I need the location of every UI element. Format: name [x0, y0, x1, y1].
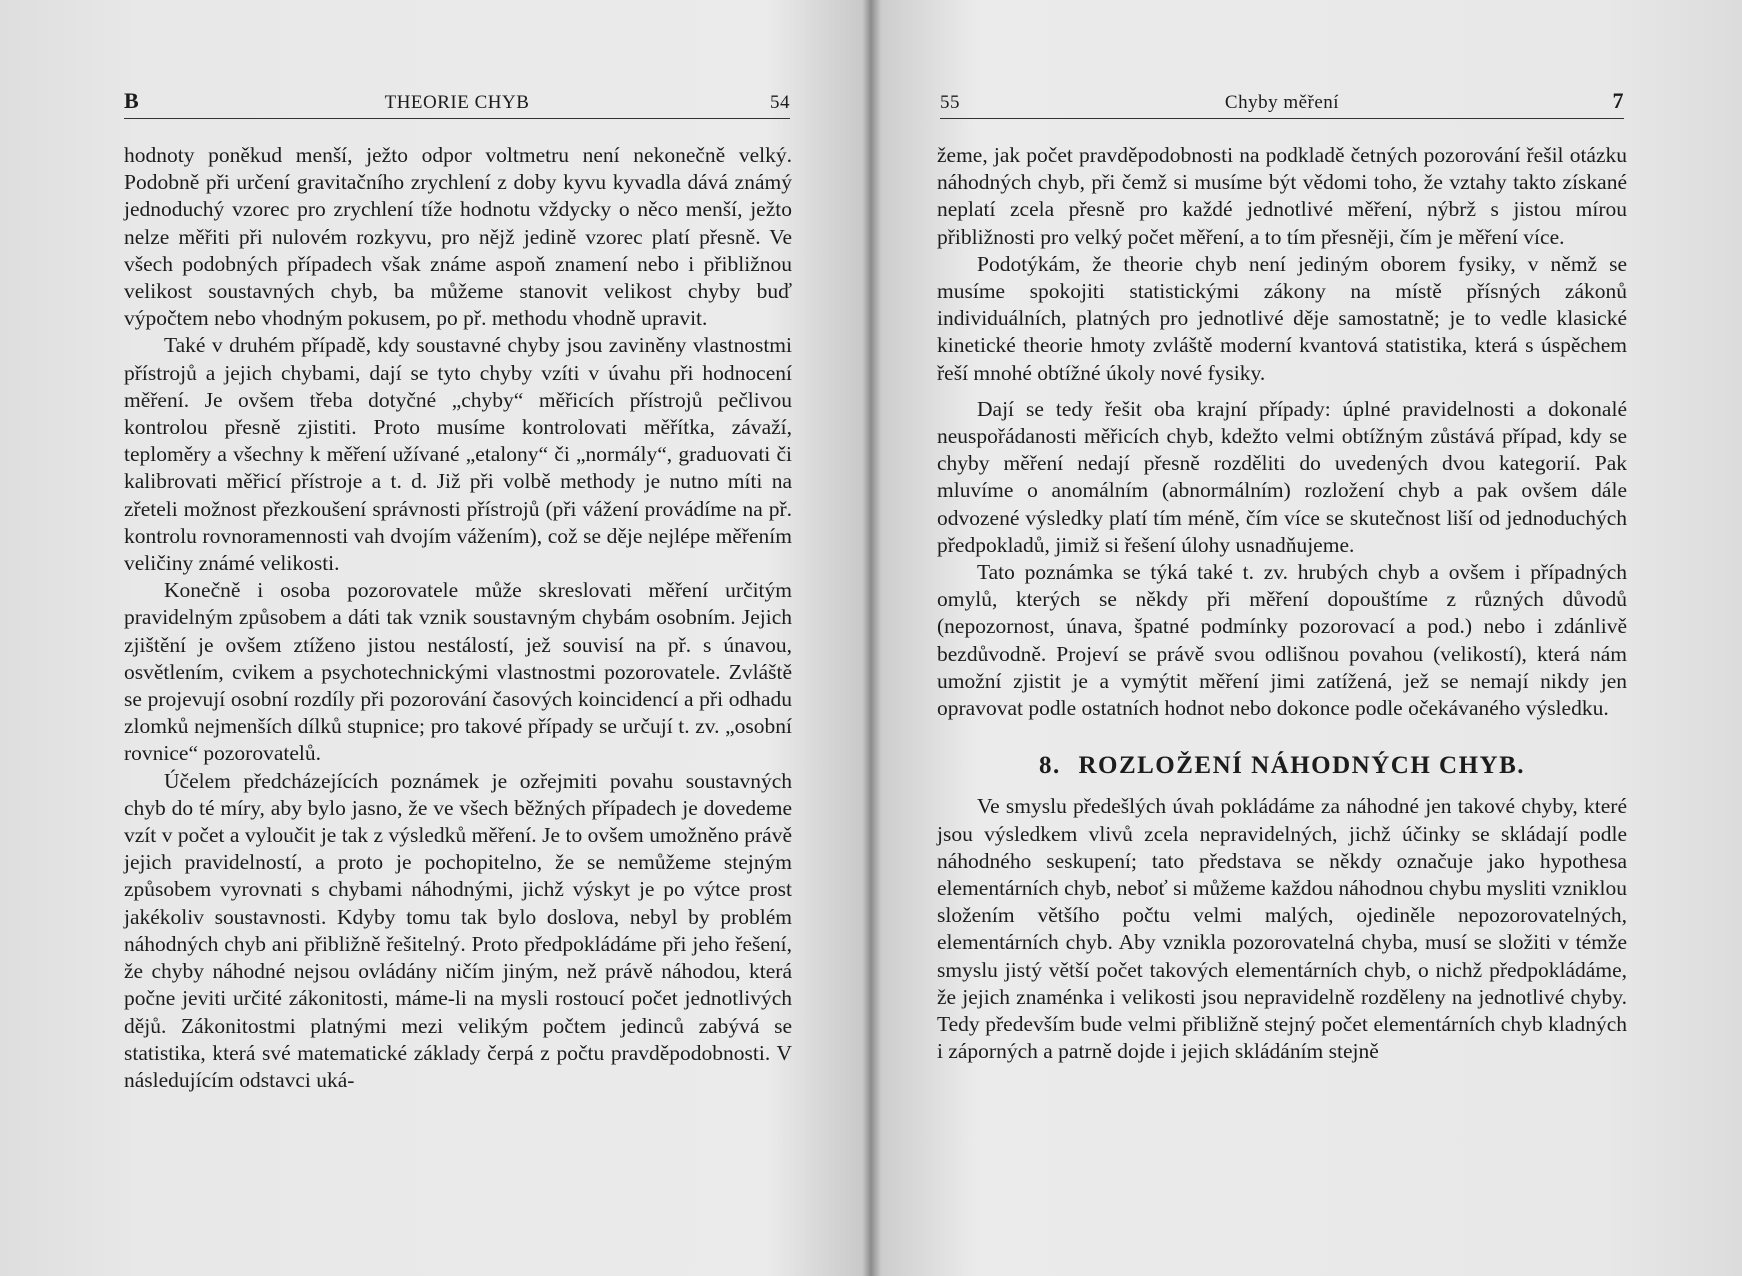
chapter-letter: B — [124, 88, 140, 113]
section-title: ROZLOŽENÍ NÁHODNÝCH CHYB. — [1078, 752, 1526, 780]
right-page-header — [940, 88, 1624, 119]
right-page-body — [937, 142, 1627, 1066]
paragraph: Konečně i osoba pozorovatele může skreslovati měření určitým pravidelným způsobem a dáti tak vznik soustavným chybám osobním. Jejich zjištění je ovšem ztíženo jistou nestálostí, jež souvisí na př. s únavou, osvětlením, cvikem a psychotechnickými vlastnostmi pozorovatele. Zvláště se projevují osobní rozdíly při pozorování časových koincidencí a při odhadu zlomků nejmenších dílků stupnice; pro takové případy se určují t. zv. „osobní rovnice“ pozorovatelů. — [124, 578, 792, 766]
left-page — [0, 0, 860, 1276]
paragraph: žeme, jak počet pravděpodobnosti na podkladě četných pozorování řešil otázku náhodných chyb, při čemž si musíme být vědomi toho, že vztahy takto získané neplatí zcela přesně pro každé jednotlivé měření, nýbrž s jistou mírou přibližnosti pro velký počet měření, a to tím přesněji, čím je měření více. — [937, 143, 1627, 249]
right-page — [870, 0, 1742, 1276]
left-page-body — [124, 142, 792, 1094]
paragraph: Ve smyslu předešlých úvah pokládáme za náhodné jen takové chyby, které jsou výsledkem vlivů zcela nepravidelných, jichž účinky se skládají podle náhodného seskupení; tato představa se někdy označuje jako hypothesa elementárních chyb, neboť si můžeme každou náhodnou chybu mysliti vzniklou složením většího počtu velmi malých, ojediněle nepozorovatelných, elementárních chyb. Aby vznikla pozorovatelná chyba, musí se složiti v témže smyslu jistý větší počet takových elementárních chyb, o nichž předpokládáme, že jejich znaménka i velikosti jsou nepravidelně rozděleny na jednotlivé chyby. Tedy především bude velmi přibližně stejný počet elementárních chyb kladných i záporných a patrně dojde i jejich skládáním stejně — [937, 794, 1627, 1064]
paragraph: Dají se tedy řešit oba krajní případy: úplné pravidelnosti a dokonalé neuspořádanosti měřicích chyb, kdežto velmi obtížným zůstává případ, kdy se chyby měření nedají přesně rozděliti do uvedených dvou kategorií. Pak mluvíme o anomálním (abnormálním) rozložení chyb a pak ovšem dále odvozené výsledky platí tím méně, čím více se skutečnost liší od jednoduchých předpokladů, jimiž si řešení úlohy usnadňujeme. — [937, 396, 1627, 557]
running-title: Chyby měření — [1224, 92, 1340, 113]
section-heading — [937, 752, 1627, 779]
paragraph: Také v druhém případě, kdy soustavné chyby jsou zaviněny vlastnostmi přístrojů a jejich chybami, dají se tyto chyby vzíti v úvahu při hodnocení měření. Je ovšem třeba dotyčné „chyby“ měřicích přístrojů pečlivou kontrolou přesně zjistiti. Proto musíme kontrolovati měřítka, závaží, teploměry a všechny k měření užívané „etalony“ či „normály“, graduovati či kalibrovati měřicí přístroje a t. d. Již při volbě methody je nutno míti na zřeteli možnost přezkoušení správnosti přístrojů (při vážení provádíme na př. kontrolu rovnoramennosti vah dvojím vážením), což se děje nejlépe měřením veličiny známé velikosti. — [124, 333, 792, 576]
section-number: 8. — [1038, 752, 1061, 780]
page-number: 54 — [770, 92, 790, 113]
paragraph: Tato poznámka se týká také t. zv. hrubých chyb a ovšem i případných omylů, kterých se někdy při měření dopouštíme z různých důvodů (nepozornost, únava, špatné podmínky pozorovací a pod.) nebo i zdánlivě bezdůvodně. Projeví se právě svou odlišnou povahou (velikostí), která nám umožní zjistit je a vymýtit měření jimi zatížená, jež se nemají nikdy jen opravovat podle ostatních hodnot nebo dokonce podle očekávaného výsledku. — [937, 560, 1627, 721]
paragraph: Podotýkám, že theorie chyb není jediným oborem fysiky, v němž se musíme spokojiti statistickými zákony na místě přísných zákonů individuálních, platných pro jednotlivé děje samostatně; je to vedle klasické kinetické theorie hmoty zvláště moderní kvantová statistika, která s úspěchem řeší mnohé obtížné úkoly nové fysiky. — [937, 251, 1627, 385]
running-title: THEORIE CHYB — [384, 92, 530, 113]
page-number: 55 — [940, 92, 960, 113]
paragraph: hodnoty poněkud menší, ježto odpor voltmetru není nekonečně velký. Podobně při určení gravitačního zrychlení z doby kyvu kyvadla dává známý jednoduchý vzorec pro zrychlení tíže hodnotu vždycky o něco menší, ježto nelze měřiti při nulovém rozkyvu, pro nějž jedině vzorec platí přesně. Ve všech podobných případech však známe aspoň znamení nebo i přibližnou velikost soustavných chyb, ba můžeme stanovit velikost chyby buď výpočtem nebo vhodným pokusem, po př. methodu vhodně upravit. — [124, 143, 792, 331]
chapter-number: 7 — [1612, 88, 1624, 113]
paragraph: Účelem předcházejících poznámek je ozřejmiti povahu soustavných chyb do té míry, aby bylo jasno, že ve všech běžných případech je dovedeme vzít v počet a vyloučit je tak z výsledků měření. Je to ovšem umožněno právě jejich pravidelností, a proto je pochopitelno, že se nemůžeme stejným způsobem vyrovnati s chybami náhodnými, jichž výskyt je po výtce prost jakékoliv soustavnosti. Kdyby tomu tak bylo doslova, nebyl by problém náhodných chyb ani přibližně řešitelný. Proto předpokládáme při jeho řešení, že chyby náhodné nejsou ovládány ničím jiným, než právě náhodou, která počne jeviti určité zákonitosti, máme-li na mysli rostoucí počet jednotlivých dějů. Zákonitostmi platnými mezi velikým počtem jedinců zabývá se statistika, která své matematické základy čerpá z počtu pravděpodobnosti. V následujícím odstavci uká- — [124, 768, 792, 1092]
left-page-header — [124, 88, 790, 119]
